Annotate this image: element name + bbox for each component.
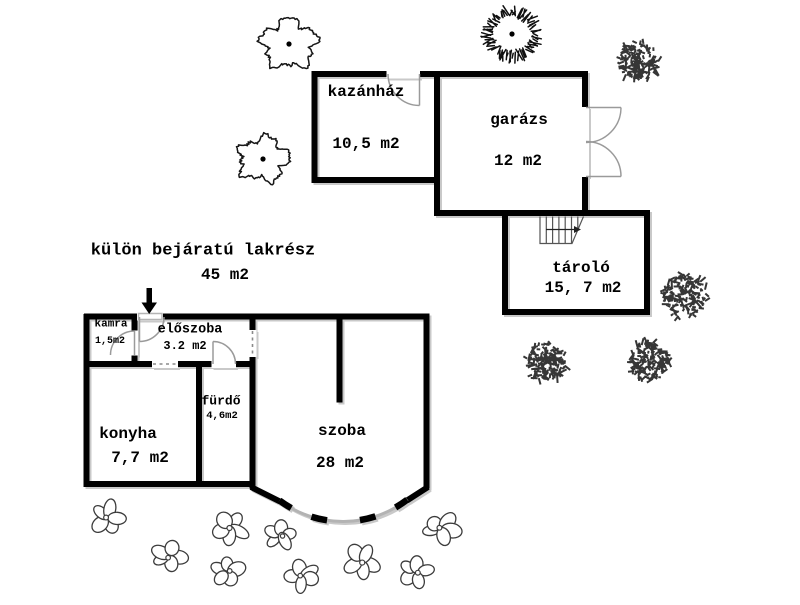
plan-title-area: 45 m2: [200, 266, 250, 284]
room-label-garazs: garázs: [490, 111, 548, 129]
room-label-eloszoba: előszoba: [157, 322, 223, 338]
flower-icon: [341, 541, 382, 580]
entrance-arrow-icon: [142, 288, 158, 314]
room-label-furdo: fürdő: [201, 393, 241, 409]
flower-icon: [284, 558, 321, 594]
room-label-tarolo: tároló: [552, 259, 610, 277]
flower-icon: [210, 509, 251, 546]
entrance-threshold: [139, 314, 163, 320]
room-label-szoba: szoba: [317, 422, 367, 440]
room-label-kamra: kamra: [94, 318, 128, 331]
room-area-kamra: 1,5m2: [94, 336, 126, 347]
bush-icon: [660, 272, 710, 321]
bush-icon: [523, 341, 570, 384]
plan-title: külön bejáratú lakrész: [90, 241, 316, 261]
room-area-tarolo: 15, 7 m2: [544, 279, 622, 297]
room-area-konyha: 7,7 m2: [111, 449, 169, 467]
bush-icon: [627, 337, 672, 383]
flower-icon: [209, 556, 248, 587]
stairs-icon: [540, 217, 584, 244]
spiky-tree-icon: [481, 6, 541, 63]
room-label-konyha: konyha: [99, 425, 157, 443]
bush-icon: [617, 39, 662, 83]
room-area-furdo: 4,6m2: [206, 409, 238, 422]
room-area-eloszoba: 3.2 m2: [163, 339, 207, 353]
bay-window-glazing: [280, 500, 408, 522]
garage-door-swing-top: [586, 108, 621, 143]
flower-icon: [89, 498, 127, 536]
room-label-kazanhaz: kazánház: [327, 83, 405, 101]
leafy-tree-icon: [257, 18, 320, 69]
flower-icon: [149, 539, 189, 572]
room-area-szoba: 28 m2: [315, 454, 365, 472]
garazs-room-outline: [437, 74, 585, 213]
leafy-tree-icon: [237, 133, 291, 185]
flower-icon: [398, 555, 436, 589]
flower-icon: [263, 520, 297, 552]
room-area-kazanhaz: 10,5 m2: [332, 135, 400, 153]
flower-icon: [422, 509, 463, 547]
garage-door-swing-bottom: [586, 142, 621, 177]
room-area-garazs: 12 m2: [493, 152, 543, 170]
